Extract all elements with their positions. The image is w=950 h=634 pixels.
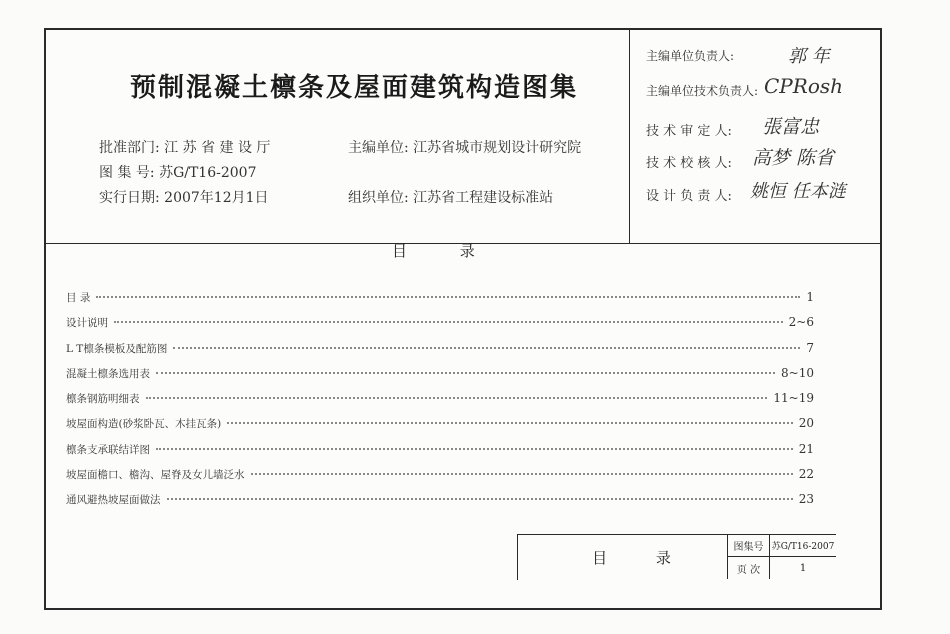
responsible-label: 技 术 审 定 人: bbox=[646, 124, 732, 139]
responsible-label: 设 计 负 责 人: bbox=[646, 189, 732, 204]
responsible-row bbox=[646, 47, 754, 64]
atlas-number: 图 集 号: 苏G/T16-2007 bbox=[99, 165, 257, 181]
responsible-label: 主编单位技术负责人: bbox=[646, 84, 759, 98]
toc-item-text: 檩条支承联结详图 bbox=[66, 443, 150, 456]
toc-item-text: 目 录 bbox=[66, 292, 91, 304]
toc-item-text: L T檩条模板及配筋图 bbox=[66, 342, 168, 355]
toc-item[interactable] bbox=[66, 290, 814, 315]
toc-leader bbox=[96, 295, 800, 298]
title-block bbox=[517, 534, 836, 580]
responsible-row bbox=[646, 82, 759, 99]
responsible-row bbox=[646, 185, 754, 204]
toc-title: 目 录 bbox=[392, 242, 499, 260]
toc-item[interactable] bbox=[66, 341, 814, 366]
responsible-label: 主编单位负责人: bbox=[646, 49, 735, 63]
toc-leader bbox=[156, 371, 775, 374]
toc-item-text: 坡屋面檐口、檐沟、屋脊及女儿墙泛水 bbox=[66, 469, 245, 482]
toc-item-page: 21 bbox=[798, 441, 814, 456]
page-number-label: 页 次 bbox=[728, 557, 770, 579]
header-vertical-divider bbox=[629, 30, 630, 243]
title-block-name: 目 录 bbox=[518, 535, 728, 579]
toc-item[interactable] bbox=[66, 416, 814, 441]
toc-leader bbox=[167, 497, 793, 500]
toc-leader bbox=[114, 320, 783, 323]
toc-item[interactable] bbox=[66, 442, 814, 467]
toc-item-text: 坡屋面构造(砂浆卧瓦、木挂瓦条) bbox=[66, 418, 222, 431]
toc-leader bbox=[251, 472, 793, 475]
toc-leader bbox=[173, 346, 800, 349]
toc-item-text: 设计说明 bbox=[66, 317, 108, 330]
toc-item-page: 22 bbox=[798, 467, 814, 482]
atlas-number-label: 图集号 bbox=[728, 535, 770, 557]
toc-item[interactable] bbox=[66, 315, 814, 340]
page-number-value: 1 bbox=[799, 562, 807, 574]
toc-item[interactable] bbox=[66, 391, 814, 416]
signature: 姚恒 任本涟 bbox=[750, 181, 846, 202]
organizer-unit: 组织单位: 江苏省工程建设标准站 bbox=[348, 190, 554, 206]
toc-item-text: 混凝土檩条选用表 bbox=[66, 367, 150, 380]
responsible-label: 技 术 校 核 人: bbox=[646, 156, 732, 171]
signature: CPRosh bbox=[764, 74, 844, 98]
toc-leader bbox=[227, 421, 793, 424]
signature: 郭 年 bbox=[788, 46, 830, 67]
toc-item[interactable] bbox=[66, 492, 814, 517]
toc-item-page: 2~6 bbox=[788, 315, 814, 330]
document-title: 预制混凝土檩条及屋面建筑构造图集 bbox=[130, 73, 579, 103]
toc-item-page: 20 bbox=[798, 416, 814, 431]
toc-leader bbox=[146, 396, 768, 399]
toc-item-page: 11~19 bbox=[773, 391, 814, 406]
toc-item[interactable] bbox=[66, 366, 814, 391]
chief-editor-unit: 主编单位: 江苏省城市规划设计研究院 bbox=[348, 140, 582, 156]
toc-item-page: 23 bbox=[798, 492, 814, 507]
toc-item-text: 通风避热坡屋面做法 bbox=[66, 494, 161, 507]
toc-list bbox=[66, 290, 814, 518]
toc-item-page: 1 bbox=[806, 290, 814, 304]
toc-item-page: 8~10 bbox=[781, 365, 814, 380]
toc-item-page: 7 bbox=[806, 340, 814, 355]
responsible-row bbox=[646, 152, 754, 171]
signature: 高梦 陈省 bbox=[752, 147, 835, 169]
approval-dept: 批准部门: 江 苏 省 建 设 厅 bbox=[99, 140, 271, 156]
toc-item-text: 檩条钢筋明细表 bbox=[66, 393, 140, 406]
atlas-number-value: 苏G/T16-2007 bbox=[770, 535, 836, 557]
responsible-row bbox=[646, 120, 754, 139]
toc-leader bbox=[156, 447, 793, 450]
signature: 張富忠 bbox=[762, 116, 820, 138]
effective-date: 实行日期: 2007年12月1日 bbox=[99, 190, 269, 206]
toc-item[interactable] bbox=[66, 467, 814, 492]
